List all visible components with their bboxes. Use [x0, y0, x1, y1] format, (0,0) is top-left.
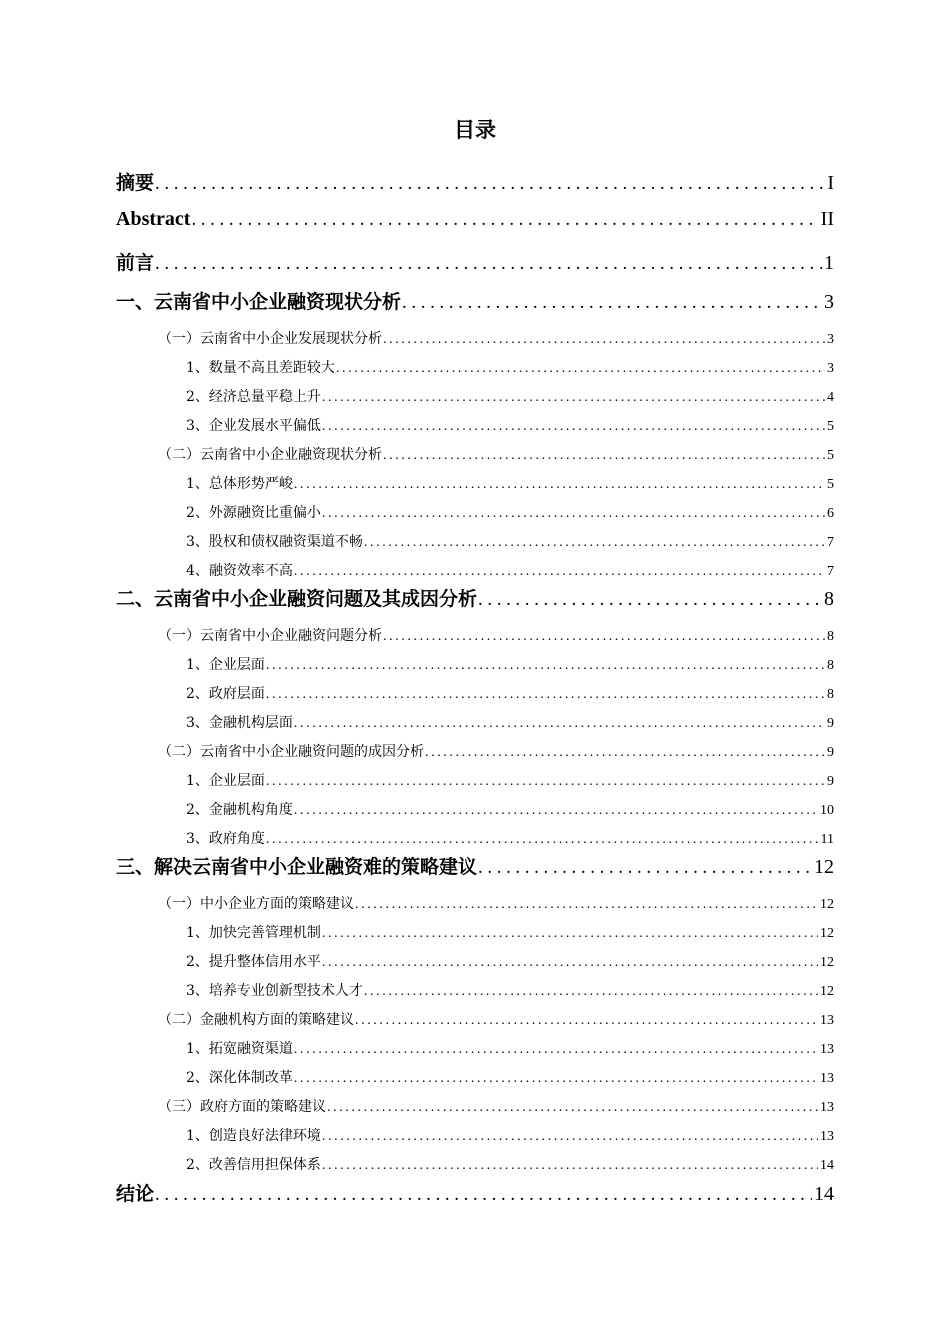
- toc-leader-dots: [266, 658, 825, 674]
- toc-leader-dots: [294, 803, 818, 819]
- toc-leader-dots: [355, 1013, 818, 1029]
- toc-entry: [186, 415, 834, 437]
- toc-entry: [186, 770, 834, 792]
- toc-page-number: 7: [827, 564, 834, 579]
- toc-leader-dots: [327, 1100, 818, 1116]
- toc-entry: [186, 473, 834, 495]
- toc-page-number: 12: [820, 955, 834, 970]
- toc-entry: [186, 951, 834, 973]
- toc-page-number: 13: [820, 1042, 834, 1057]
- toc-entry: [116, 208, 834, 238]
- toc-leader-dots: [322, 1158, 818, 1174]
- toc-page-number: 11: [820, 832, 834, 847]
- toc-leader-dots: [402, 292, 822, 314]
- toc-entry: [186, 683, 834, 705]
- toc-leader-dots: [383, 332, 825, 348]
- toc-entry: [158, 893, 834, 915]
- toc-leader-dots: [425, 745, 825, 761]
- toc-entry: [186, 799, 834, 821]
- toc-leader-dots: [322, 506, 825, 522]
- toc-entry-label: （二）金融机构方面的策略建议: [158, 1012, 354, 1028]
- toc-entry-label: （一）云南省中小企业融资问题分析: [158, 628, 382, 644]
- toc-leader-dots: [266, 832, 819, 848]
- toc-leader-dots: [364, 984, 818, 1000]
- toc-page-number: 9: [827, 774, 834, 789]
- toc-leader-dots: [155, 173, 825, 195]
- toc-entry-label: 一、云南省中小企业融资现状分析: [116, 291, 402, 313]
- toc-entry-label: 2、政府层面: [186, 686, 265, 702]
- toc-leader-dots: [294, 564, 825, 580]
- toc-leader-dots: [322, 390, 825, 406]
- toc-entry: [186, 531, 834, 553]
- toc-entry-label: 2、金融机构角度: [186, 802, 293, 818]
- toc-leader-dots: [294, 1071, 818, 1087]
- toc-entry-label: 3、股权和债权融资渠道不畅: [186, 534, 363, 550]
- toc-page-number: 13: [820, 1013, 834, 1028]
- toc-leader-dots: [355, 897, 818, 913]
- toc-entry-label: 二、云南省中小企业融资问题及其成因分析: [116, 588, 478, 610]
- toc-entry-label: 4、融资效率不高: [186, 563, 293, 579]
- toc-entry: [158, 625, 834, 647]
- toc-entry: [186, 980, 834, 1002]
- toc-entry-label: 2、改善信用担保体系: [186, 1157, 321, 1173]
- toc-page-number: 5: [827, 477, 834, 492]
- toc-leader-dots: [364, 535, 825, 551]
- toc-entry-label: （二）云南省中小企业融资问题的成因分析: [158, 744, 424, 760]
- toc-leader-dots: [155, 1184, 812, 1206]
- toc-entry-label: 1、数量不高且差距较大: [186, 360, 335, 376]
- toc-leader-dots: [266, 687, 825, 703]
- toc-page-number: 13: [820, 1100, 834, 1115]
- toc-page-number: 10: [820, 803, 834, 818]
- toc-entry: [186, 654, 834, 676]
- toc-entry-label: 结论: [116, 1183, 155, 1205]
- toc-leader-dots: [478, 857, 812, 879]
- toc-entry: [186, 502, 834, 524]
- toc-entry-label: （一）中小企业方面的策略建议: [158, 896, 354, 912]
- toc-entry: [116, 168, 834, 198]
- toc-entry-label: 2、外源融资比重偏小: [186, 505, 321, 521]
- toc-entry-label: 2、深化体制改革: [186, 1070, 293, 1086]
- toc-leader-dots: [294, 1042, 818, 1058]
- toc-entry-label: 3、企业发展水平偏低: [186, 418, 321, 434]
- toc-page-number: 8: [827, 658, 834, 673]
- toc-entry: [186, 560, 834, 582]
- toc-leader-dots: [294, 477, 825, 493]
- toc-entry: [116, 1179, 834, 1209]
- toc-leader-dots: [322, 926, 818, 942]
- toc-entry-label: 2、经济总量平稳上升: [186, 389, 321, 405]
- toc-leader-dots: [336, 361, 825, 377]
- toc-entry: [186, 828, 834, 850]
- toc-page-number: 13: [820, 1129, 834, 1144]
- toc-entry-label: （三）政府方面的策略建议: [158, 1099, 326, 1115]
- toc-entry: [158, 444, 834, 466]
- toc-page-number: 5: [827, 448, 834, 463]
- toc-page-number: 12: [820, 926, 834, 941]
- toc-entry-label: 1、总体形势严峻: [186, 476, 293, 492]
- toc-entry: [186, 712, 834, 734]
- toc-page-number: 3: [827, 361, 834, 376]
- toc-entry: [116, 287, 834, 317]
- toc-entry: [158, 1096, 834, 1118]
- toc-entry: [158, 1009, 834, 1031]
- toc-page-number: 1: [824, 252, 834, 274]
- toc-entry: [186, 1067, 834, 1089]
- toc-page-number: 8: [827, 687, 834, 702]
- toc-leader-dots: [322, 1129, 818, 1145]
- toc-page-number: 12: [820, 984, 834, 999]
- toc-page-number: 13: [820, 1071, 834, 1086]
- toc-entry: [186, 1154, 834, 1176]
- toc-entry-label: 1、拓宽融资渠道: [186, 1041, 293, 1057]
- toc-entry: [116, 248, 834, 278]
- toc-leader-dots: [266, 774, 825, 790]
- toc-page-number: 12: [814, 856, 834, 878]
- toc-page-number: 7: [827, 535, 834, 550]
- toc-entry-label: 1、加快完善管理机制: [186, 925, 321, 941]
- toc-page-number: 12: [820, 897, 834, 912]
- toc-leader-dots: [294, 716, 825, 732]
- toc-entry-label: 3、金融机构层面: [186, 715, 293, 731]
- toc-entry: [158, 328, 834, 350]
- toc-entry: [116, 584, 834, 614]
- toc-entry: [186, 386, 834, 408]
- toc-entry-label: 1、企业层面: [186, 773, 265, 789]
- toc-entry: [186, 922, 834, 944]
- toc-entry-label: 3、培养专业创新型技术人才: [186, 983, 363, 999]
- toc-page-number: II: [820, 208, 834, 230]
- toc-entry: [158, 741, 834, 763]
- toc-page-number: 3: [827, 332, 834, 347]
- toc-entry-label: 三、解决云南省中小企业融资难的策略建议: [116, 856, 478, 878]
- toc-page-number: 8: [824, 588, 834, 610]
- toc-title: 目录: [454, 118, 496, 142]
- toc-entry-label: 1、企业层面: [186, 657, 265, 673]
- toc-leader-dots: [322, 419, 825, 435]
- toc-page-number: 9: [827, 716, 834, 731]
- toc-page-number: I: [827, 172, 834, 194]
- toc-entry-label: Abstract: [116, 208, 191, 230]
- toc-page-number: 9: [827, 745, 834, 760]
- toc-entry-label: 2、提升整体信用水平: [186, 954, 321, 970]
- toc-leader-dots: [191, 209, 818, 231]
- toc-entry-label: （一）云南省中小企业发展现状分析: [158, 331, 382, 347]
- toc-leader-dots: [383, 448, 825, 464]
- toc-entry: [186, 1038, 834, 1060]
- toc-page-number: 14: [814, 1183, 834, 1205]
- toc-leader-dots: [322, 955, 818, 971]
- toc-page-number: 3: [824, 291, 834, 313]
- toc-leader-dots: [155, 253, 822, 275]
- toc-page-number: 6: [827, 506, 834, 521]
- toc-page-number: 4: [827, 390, 834, 405]
- toc-page-number: 14: [820, 1158, 834, 1173]
- toc-entry-label: 3、政府角度: [186, 831, 265, 847]
- toc-entry: [116, 852, 834, 882]
- toc-entry-label: （二）云南省中小企业融资现状分析: [158, 447, 382, 463]
- toc-entry-label: 1、创造良好法律环境: [186, 1128, 321, 1144]
- toc-page-number: 8: [827, 629, 834, 644]
- toc-page-number: 5: [827, 419, 834, 434]
- toc-entry-label: 前言: [116, 252, 155, 274]
- toc-entry: [186, 357, 834, 379]
- toc-leader-dots: [383, 629, 825, 645]
- toc-leader-dots: [478, 589, 822, 611]
- toc-entry: [186, 1125, 834, 1147]
- toc-entry-label: 摘要: [116, 172, 155, 194]
